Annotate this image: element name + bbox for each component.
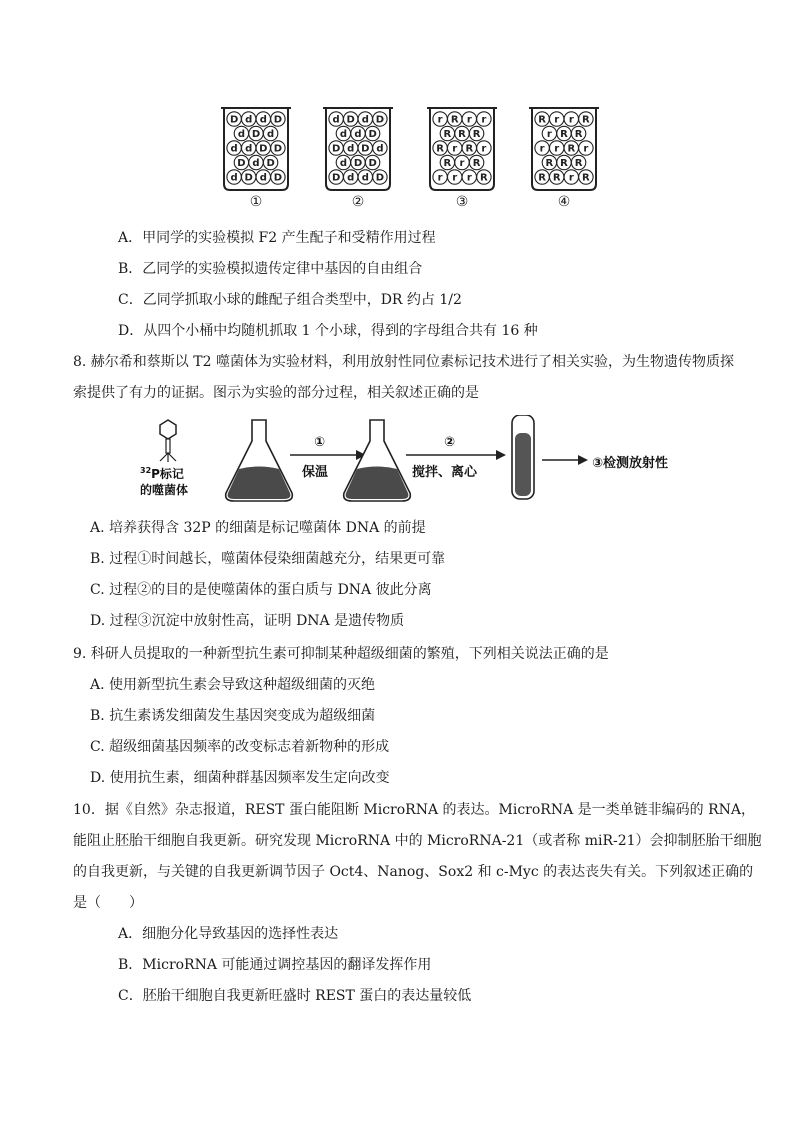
ball [535,170,549,184]
ball [571,126,585,140]
step2-label: 搅拌、离心 [412,465,478,480]
ball [344,112,358,126]
ball [550,141,564,155]
svg-text:d: d [347,172,355,184]
svg-text:D: D [251,129,261,141]
ball [455,155,469,169]
bucket-2 [323,108,393,190]
ball [550,112,564,126]
phage-label-superscript: 32 [140,466,152,475]
svg-text:R: R [480,172,488,184]
svg-text:r: r [452,172,458,184]
ball [351,155,365,169]
svg-text:R: R [545,158,554,170]
svg-text:R: R [567,143,576,155]
q10-stem-line4: 是（ ） [73,895,143,911]
ball [263,155,277,169]
ball [477,141,491,155]
svg-text:d: d [347,143,355,155]
svg-text:d: d [361,172,369,184]
phage-experiment-figure [130,415,690,505]
ball [542,126,556,140]
svg-text:D: D [346,114,355,126]
svg-text:d: d [354,129,362,141]
ball [344,141,358,155]
buckets-drawing [220,100,600,195]
svg-text:R: R [560,158,568,170]
svg-text:R: R [582,114,590,126]
flask-icon-2 [344,420,411,501]
ball [455,126,469,140]
ball [462,112,476,126]
svg-text:R: R [538,172,546,184]
phage-label-text: P标记 [151,467,184,481]
svg-text:r: r [481,143,487,155]
ball [557,126,571,140]
ball [358,112,372,126]
svg-text:D: D [229,114,239,126]
ball [579,141,593,155]
svg-text:r: r [546,129,552,141]
ball [351,126,365,140]
q10-option-c: C．胚胎干细胞自我更新旺盛时 REST 蛋白的表达量较低 [118,988,472,1004]
svg-text:d: d [267,129,275,141]
ball [256,141,270,155]
svg-text:D: D [375,172,385,184]
q10-stem-line1: 10．据《自然》杂志报道，REST 蛋白能阻断 MicroRNA 的表达。MicroRNA 是一类单链非编码的 RNA， [73,802,756,818]
ball [336,155,350,169]
svg-text:r: r [554,114,560,126]
ball [329,170,343,184]
q7-option-d: D．从四个小桶中均随机抓取 1 个小球，得到的字母组合共有 16 种 [118,323,538,339]
q9-option-b: B. 抗生素诱发细菌发生基因突变成为超级细菌 [90,708,376,724]
ball [433,141,447,155]
ball [242,141,256,155]
ball [542,155,556,169]
svg-text:R: R [443,129,452,141]
svg-text:R: R [458,129,466,141]
svg-text:D: D [361,143,370,155]
step2-number: ② [444,435,456,450]
svg-text:R: R [443,158,452,170]
svg-text:R: R [552,172,561,184]
q7-option-a: A．甲同学的实验模拟 F2 产生配子和受精作用过程 [118,230,436,246]
ball [564,112,578,126]
ball [477,112,491,126]
svg-text:r: r [568,114,574,126]
ball [242,170,256,184]
ball [329,141,343,155]
bucket-label-3: ③ [455,194,469,210]
phage-label-line1 [140,465,184,482]
ball [234,126,248,140]
svg-text:D: D [273,172,283,184]
ball [365,155,379,169]
ball [271,170,285,184]
svg-text:d: d [230,143,238,155]
ball [564,141,578,155]
ball [564,170,578,184]
ball [448,141,462,155]
svg-text:r: r [437,114,443,126]
ball [477,170,491,184]
svg-text:d: d [361,114,369,126]
ball [448,112,462,126]
step1-label: 保温 [302,465,329,480]
ball [550,170,564,184]
q9-stem: 9. 科研人员提取的一种新型抗生素可抑制某种超级细菌的繁殖，下列相关说法正确的是 [73,646,609,662]
arrow-icon-3 [542,455,588,465]
q8-stem-line2: 索提供了有力的证据。图示为实验的部分过程，相关叙述正确的是 [73,385,479,401]
ball [249,126,263,140]
svg-text:R: R [465,143,474,155]
svg-text:d: d [252,158,260,170]
phage-label-line2: 的噬菌体 [140,483,189,497]
q8-stem-line1: 8. 赫尔希和蔡斯以 T2 噬菌体为实验材料，利用放射性同位素标记技术进行了相关实验，为生物遗传物质探 [73,354,734,370]
bucket-label-2: ② [351,194,365,210]
svg-text:d: d [245,114,253,126]
svg-text:r: r [459,158,465,170]
svg-text:D: D [331,172,341,184]
svg-text:r: r [466,172,472,184]
svg-text:D: D [266,158,275,170]
svg-text:r: r [568,172,574,184]
q8-option-d: D. 过程③沉淀中放射性高，证明 DNA 是遗传物质 [90,613,405,629]
ball [433,170,447,184]
ball [579,112,593,126]
ball [227,112,241,126]
q10-option-a: A．细胞分化导致基因的选择性表达 [118,926,339,942]
svg-text:D: D [237,158,246,170]
svg-text:D: D [353,158,363,170]
flask-icon-1 [226,420,293,501]
ball [462,141,476,155]
arrow-icon-1 [290,450,366,460]
ball [535,141,549,155]
ball [365,126,379,140]
svg-text:D: D [259,143,268,155]
q10-option-b: B．MicroRNA 可能通过调控基因的翻译发挥作用 [118,957,432,973]
ball [344,170,358,184]
ball [256,112,270,126]
svg-text:D: D [368,158,377,170]
bucket-1 [221,108,291,190]
svg-text:d: d [259,114,267,126]
svg-text:d: d [376,143,384,155]
ball [373,141,387,155]
svg-text:R: R [574,129,583,141]
ball [440,126,454,140]
q9-option-d: D. 使用抗生素，细菌种群基因频率发生定向改变 [90,770,390,786]
bucket-figure [0,100,794,220]
svg-text:r: r [452,143,458,155]
ball [271,112,285,126]
ball [358,170,372,184]
svg-text:d: d [339,129,347,141]
svg-text:R: R [538,114,546,126]
ball [440,155,454,169]
ball [373,112,387,126]
svg-text:d: d [339,158,347,170]
q9-option-a: A. 使用新型抗生素会导致这种超级细菌的灭绝 [90,677,376,693]
ball [242,112,256,126]
ball [462,170,476,184]
svg-text:d: d [332,114,340,126]
ball [271,141,285,155]
q10-stem-line3: 的自我更新，与关键的自我更新调节因子 Oct4、Nanog、Sox2 和 c-Myc 的表达丧失有关。下列叙述正确的 [73,864,754,880]
svg-text:D: D [244,172,253,184]
svg-text:r: r [437,172,443,184]
q8-option-c: C. 过程②的目的是使噬菌体的蛋白质与 DNA 彼此分离 [90,582,432,598]
svg-text:r: r [466,114,472,126]
q7-option-c: C．乙同学抓取小球的雌配子组合类型中，DR 约占 1/2 [118,292,462,308]
bucket-3 [427,108,497,190]
ball [373,170,387,184]
svg-text:R: R [472,158,481,170]
ball [263,126,277,140]
ball [433,112,447,126]
ball [227,141,241,155]
ball [249,155,263,169]
svg-text:R: R [574,158,583,170]
ball [469,155,483,169]
q7-option-b: B．乙同学的实验模拟遗传定律中基因的自由组合 [118,261,423,277]
ball [234,155,248,169]
svg-text:D: D [368,129,377,141]
svg-text:D: D [331,143,341,155]
ball [571,155,585,169]
svg-text:D: D [273,143,283,155]
phage-icon [160,420,176,462]
svg-text:d: d [259,172,267,184]
ball [557,155,571,169]
q8-option-a: A. 培养获得含 32P 的细菌是标记噬菌体 DNA 的前提 [90,520,426,536]
bucket-label-1: ① [249,194,263,210]
q10-stem-line2: 能阻止胚胎干细胞自我更新。研究发现 MicroRNA 中的 MicroRNA-21（或者称 miR-21）会抑制胚胎干细胞 [73,833,762,849]
ball [358,141,372,155]
svg-text:r: r [583,143,589,155]
svg-text:D: D [273,114,283,126]
q8-option-b: B. 过程①时间越长，噬菌体侵染细菌越充分，结果更可靠 [90,551,446,567]
svg-text:r: r [481,114,487,126]
step1-number: ① [314,435,326,450]
svg-text:d: d [245,143,253,155]
svg-text:R: R [582,172,590,184]
svg-text:R: R [560,129,568,141]
svg-text:d: d [237,129,245,141]
ball [329,112,343,126]
svg-text:r: r [554,143,560,155]
ball [448,170,462,184]
step3-label: ③检测放射性 [592,456,669,471]
ball [336,126,350,140]
svg-text:R: R [472,129,481,141]
ball [256,170,270,184]
svg-text:d: d [230,172,238,184]
ball [227,170,241,184]
svg-text:r: r [539,143,545,155]
ball [535,112,549,126]
svg-text:R: R [450,114,459,126]
test-tube-icon [512,415,534,499]
arrow-icon-2 [406,450,506,460]
svg-text:D: D [375,114,385,126]
ball [469,126,483,140]
svg-text:R: R [436,143,444,155]
bucket-4 [529,108,599,190]
bucket-label-4: ④ [557,194,571,210]
ball [579,170,593,184]
q9-option-c: C. 超级细菌基因频率的改变标志着新物种的形成 [90,739,390,755]
